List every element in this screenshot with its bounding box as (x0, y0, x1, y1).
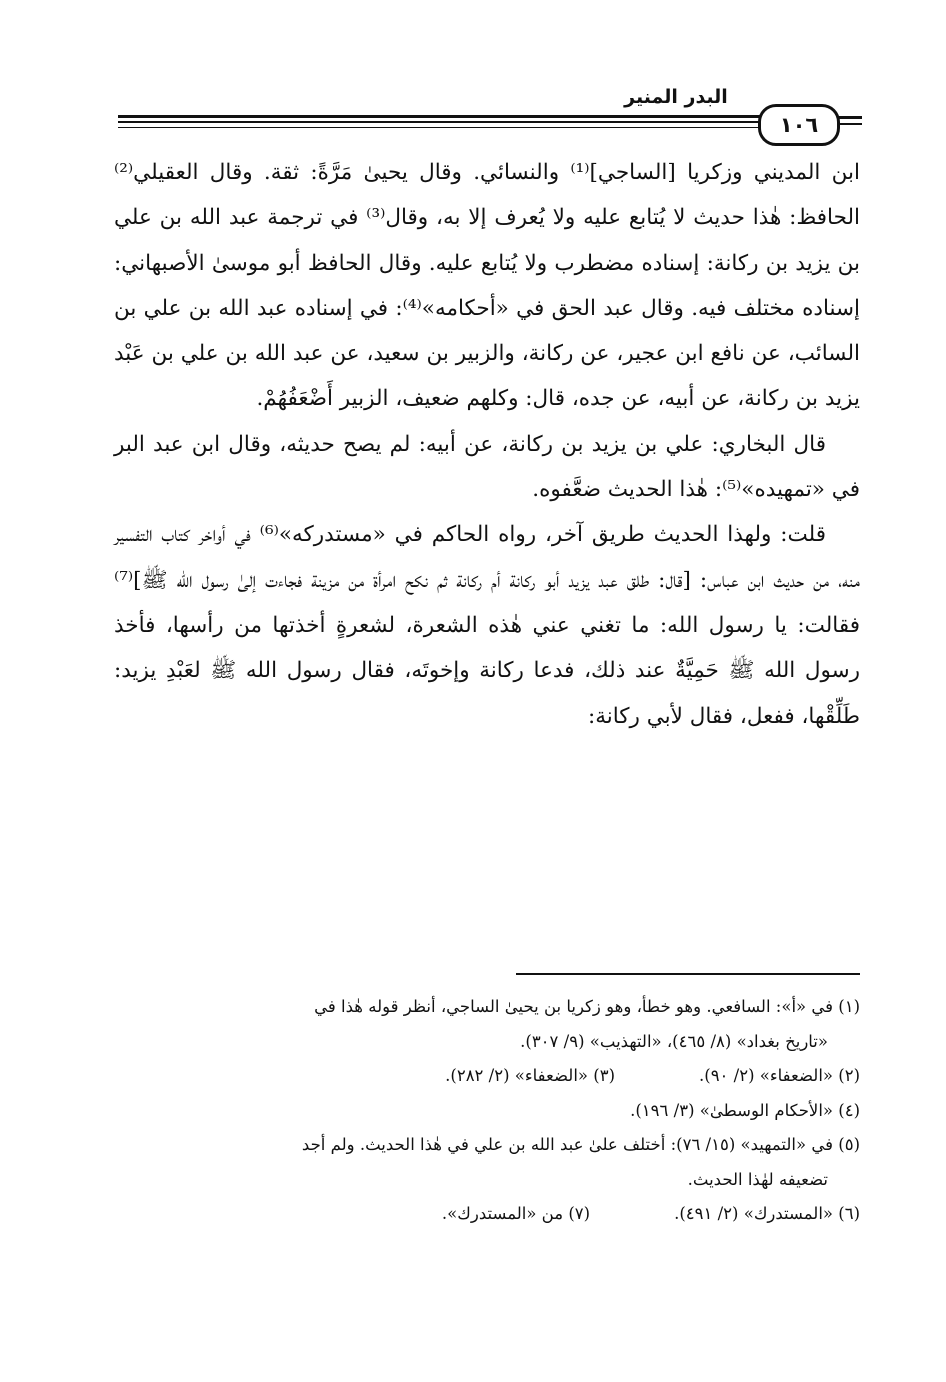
footnote-4: (٤) «الأحكام الوسطىٰ» (٣/ ١٩٦). (630, 1100, 860, 1120)
page-number (758, 104, 840, 146)
footnote-1-continued: «تاريخ بغداد» (٨/ ٤٦٥)، «التهذيب» (٩/ ٣٠٧). (520, 1031, 828, 1051)
footnote-row (112, 1059, 860, 1094)
header-rule (118, 127, 770, 128)
footnotes (112, 990, 860, 1232)
page-number-ornament (836, 116, 862, 119)
footnote-6: (٦) «المستدرك» (٢/ ٤٩١). (674, 1204, 860, 1223)
paragraph: ابن المديني وزكريا [الساجي]⁽¹⁾ والنسائي. وقال يحيىٰ مَرَّةً: ثقة. وقال العقيلي⁽²⁾ الحافظ: هٰذا حديث لا يُتابع عليه ولا يُعرف إلا به، وقال⁽³⁾ في ترجمة عبد الله بن علي بن يزيد بن ركانة: إسناده مضطرب ولا يُتابع عليه. وقال الحافظ أبو موسىٰ الأصبهاني: إسناده مختلف فيه. وقال عبد الحق في «أحكامه»⁽⁴⁾: في إسناده عبد الله بن علي بن السائب، عن نافع ابن عجير، عن ركانة، والزبير بن سعيد، عن عبد الله بن علي بن عَبْد يزيد بن ركانة، عن أبيه، عن جده، قال: وكلهم ضعيف، الزبير أَضْعَفُهُمْ. (114, 160, 861, 412)
page-number-text: ١٠٦ (779, 113, 819, 137)
main-text (114, 150, 860, 739)
footnote-row (112, 1197, 860, 1232)
footnote-separator (516, 973, 860, 975)
running-title: البدر المنير (624, 86, 728, 108)
footnote-5: (٥) في «التمهيد» (١٥/ ٧٦): أختلف علىٰ عبد الله بن علي في هٰذا الحديث. ولم أجد (301, 1135, 860, 1154)
footnote-7: (٧) من «المستدرك». (441, 1204, 591, 1223)
footnote-2: (٢) «الضعفاء» (٢/ ٩٠). (699, 1066, 860, 1085)
footnote-3: (٣) «الضعفاء» (٢/ ٢٨٢). (445, 1066, 615, 1085)
header-rule (118, 115, 770, 118)
paragraph: قلت: ولهذا الحديث طريق آخر، رواه الحاكم في «مستدركه»⁽⁶⁾ في أواخر كتاب التفسير منه، من حديث ابن عباس: [قال: طلق عبد يزيد أبو ركانة أم ركانة ثم نكح امرأة من مزينة فجاءت إلىٰ رسول الله ﷺ]⁽⁷⁾ فقالت: يا رسول الله: ما تغني عني هٰذه الشعرة، لشعرةٍ أخذتها من رأسها، فأخذ رسول الله ﷺ حَمِيَّةٌ عند ذلك، فدعا ركانة وإخوتَه، فقال رسول الله ﷺ لعَبْدِ يزيد: طَلِّقْها، ففعل، فقال لأبي ركانة: (114, 522, 860, 729)
paragraph: قال البخاري: علي بن يزيد بن ركانة، عن أبيه: لم يصح حديثه، وقال ابن عبد البر في «تمهيده»⁽⁵⁾: هٰذا الحديث ضعَّفوه. (114, 431, 860, 503)
footnote-5-continued: تضعيفه لهٰذا الحديث. (687, 1169, 828, 1189)
footnote-1: (١) في «أ»: السافعي. وهو خطأ، وهو زكريا بن يحيىٰ الساجي، أنظر قوله هٰذا في (314, 997, 860, 1016)
header-rule (118, 121, 770, 123)
